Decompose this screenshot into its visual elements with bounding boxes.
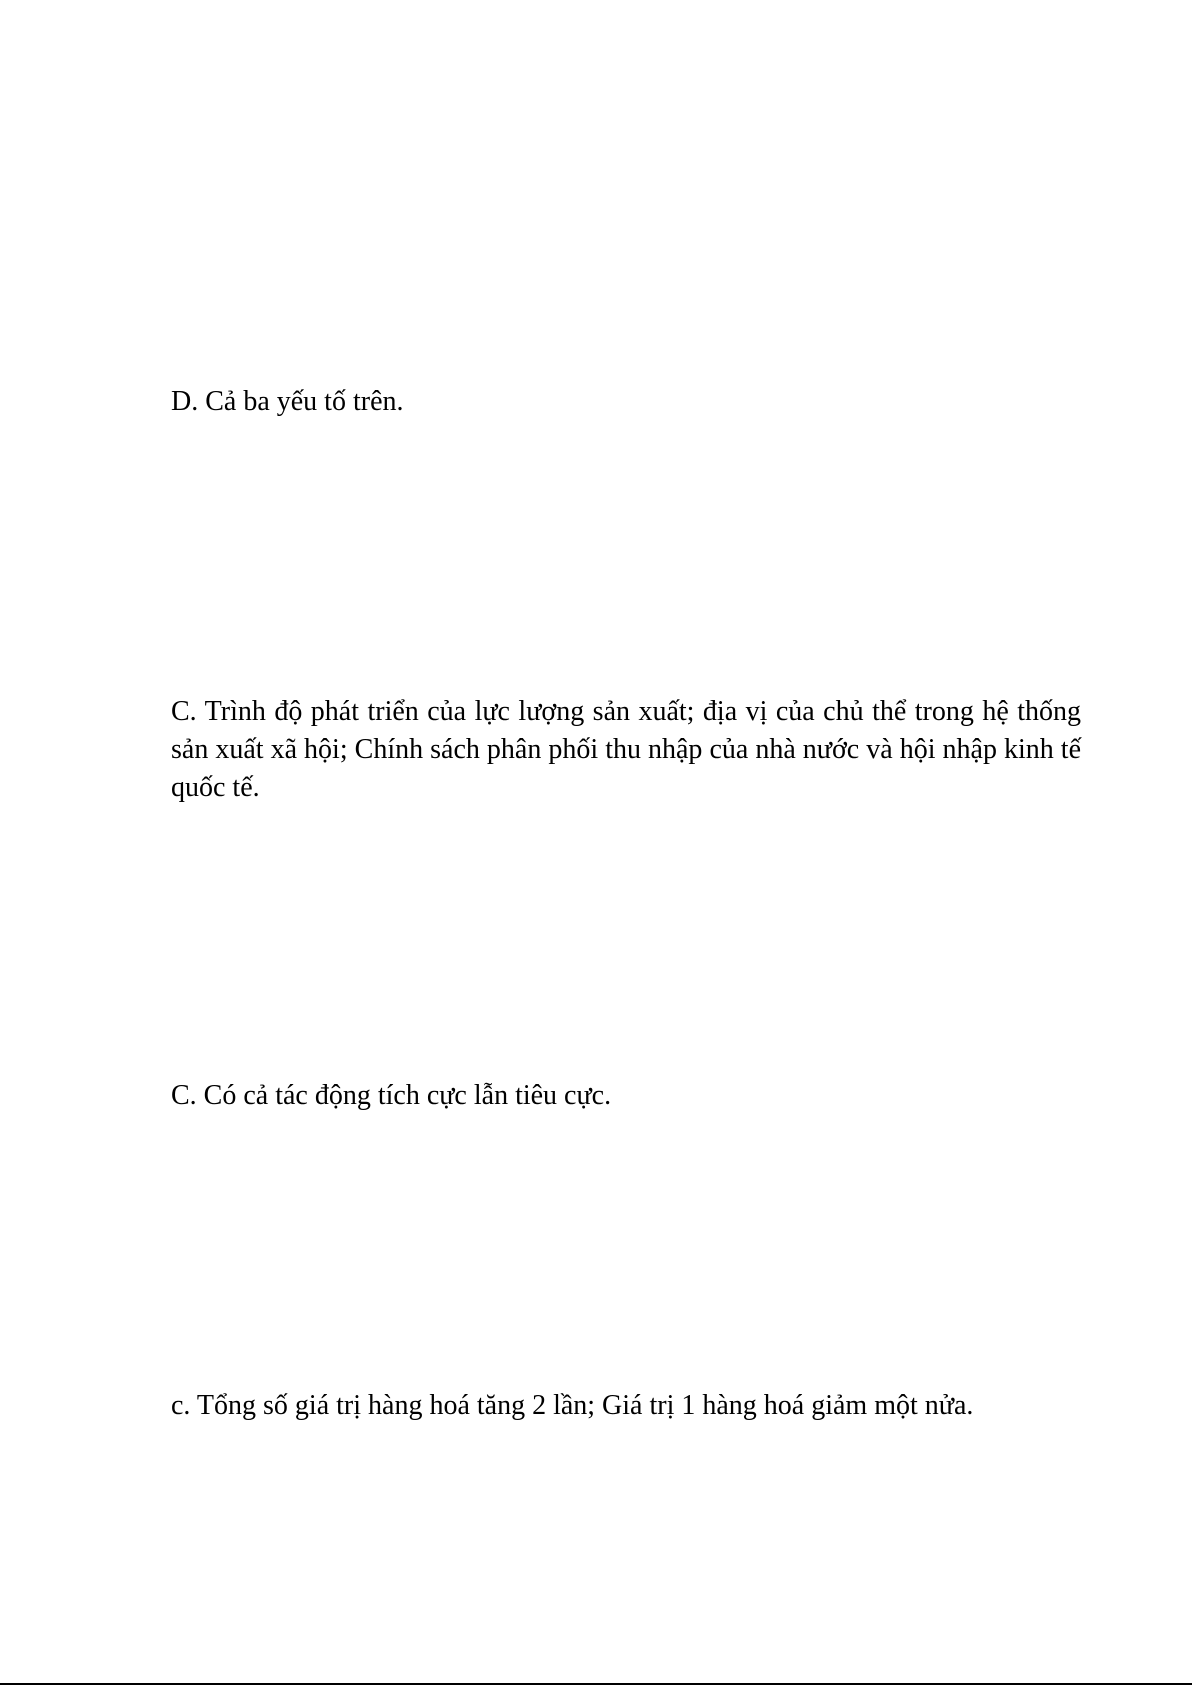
answer-paragraph-3: C. Có cả tác động tích cực lẫn tiêu cực. [171, 1080, 612, 1111]
answer-paragraph-2: C. Trình độ phát triển của lực lượng sản xuất; địa vị của chủ thể trong hệ thống sản xuất xã hội; Chính sách phân phối thu nhập của nhà nước và hội nhập kinh tế quốc tế. [171, 696, 1081, 803]
answer-paragraph-1: D. Cả ba yếu tố trên. [171, 386, 404, 417]
answer-paragraph-4: c. Tổng số giá trị hàng hoá tăng 2 lần; Giá trị 1 hàng hoá giảm một nửa. [171, 1390, 974, 1421]
